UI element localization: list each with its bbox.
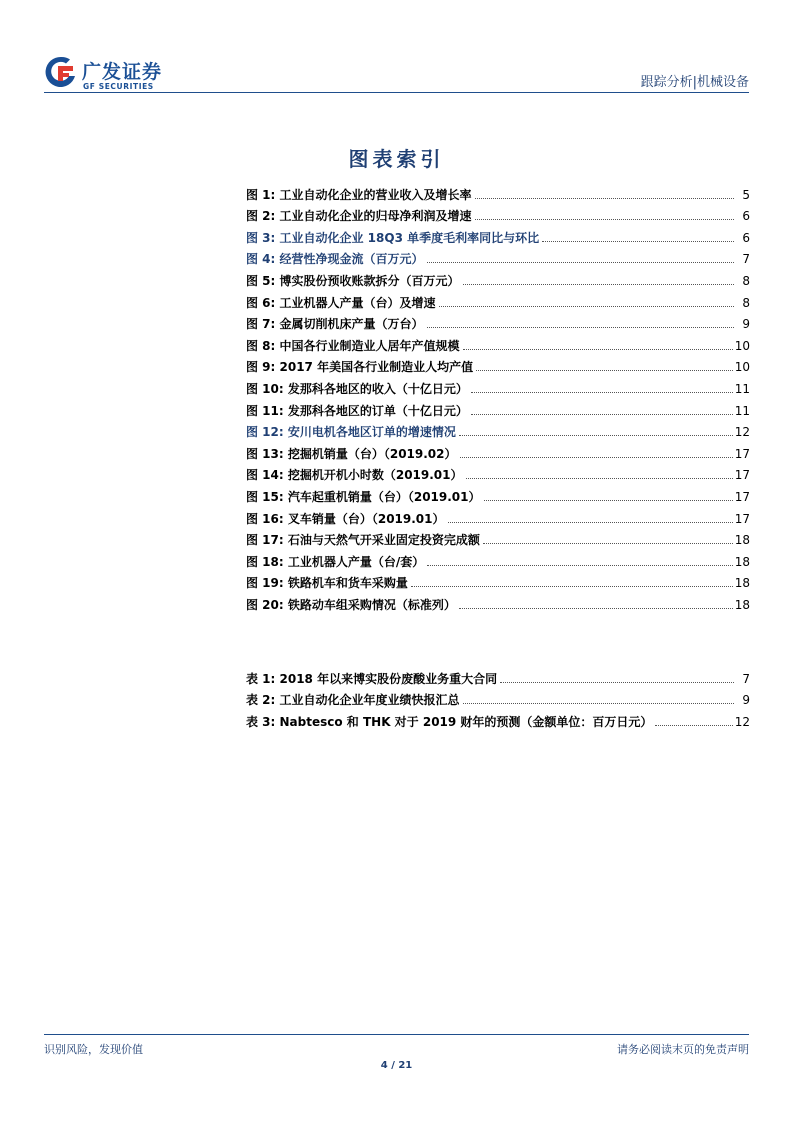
- toc-entry-page: 6: [742, 209, 750, 224]
- dot-leader: [427, 262, 734, 263]
- toc-entry-page: 9: [742, 693, 750, 708]
- toc-entry[interactable]: [246, 547, 750, 569]
- toc-entry-label: 图 17: 石油与天然气开采业固定投资完成额: [246, 533, 480, 548]
- dot-leader: [475, 219, 734, 220]
- toc-entry-label: 图 15: 汽车起重机销量（台）（2019.01）: [246, 489, 481, 504]
- toc-entry-label: 图 12: 安川电机各地区订单的增速情况: [246, 425, 456, 440]
- toc-entry-page: 12: [734, 714, 750, 729]
- toc-entry-page: 7: [742, 252, 750, 267]
- toc-entry[interactable]: [246, 396, 750, 418]
- toc-entry[interactable]: [246, 223, 750, 245]
- toc-entry[interactable]: [246, 374, 750, 396]
- toc-entry-label: 图 11: 发那科各地区的订单（十亿日元）: [246, 403, 468, 418]
- header-divider: [44, 92, 749, 93]
- toc-entry-page: 7: [742, 671, 750, 686]
- toc-entry-label: 图 20: 铁路动车组采购情况（标准列）: [246, 597, 456, 612]
- dot-leader: [411, 586, 733, 587]
- toc-entry[interactable]: [246, 569, 750, 591]
- toc-entry-label: 图 16: 叉车销量（台）（2019.01）: [246, 511, 445, 526]
- gf-logo: [44, 55, 174, 93]
- footer-divider: [44, 1034, 749, 1035]
- gf-logo-icon: [44, 55, 78, 89]
- toc-entry[interactable]: [246, 245, 750, 267]
- footer-disclaimer-notice: 请务必阅读末页的免责声明: [617, 1043, 749, 1056]
- toc-entry-label: 图 7: 金属切削机床产量（万台）: [246, 317, 424, 332]
- toc-entry[interactable]: [246, 707, 750, 729]
- toc-entry[interactable]: [246, 310, 750, 332]
- toc-entry[interactable]: [246, 266, 750, 288]
- toc-entry[interactable]: [246, 664, 750, 686]
- toc-entry-page: 18: [734, 597, 750, 612]
- toc-entry-page: 18: [734, 576, 750, 591]
- toc-entry-page: 12: [734, 425, 750, 440]
- dot-leader: [439, 306, 734, 307]
- dot-leader: [463, 703, 734, 704]
- toc-entry-label: 图 19: 铁路机车和货车采购量: [246, 576, 408, 591]
- dot-leader: [476, 370, 733, 371]
- figure-index: [246, 180, 750, 612]
- toc-entry[interactable]: [246, 482, 750, 504]
- logo-chinese-name: 广发证券: [82, 61, 163, 83]
- toc-entry[interactable]: [246, 353, 750, 375]
- toc-entry-label: 图 5: 博实股份预收账款拆分（百万元）: [246, 273, 460, 288]
- toc-title: 图表索引: [348, 147, 445, 171]
- toc-entry[interactable]: [246, 439, 750, 461]
- toc-entry[interactable]: [246, 418, 750, 440]
- dot-leader: [471, 414, 733, 415]
- toc-entry-label: 图 3: 工业自动化企业 18Q3 单季度毛利率同比与环比: [246, 230, 540, 245]
- dot-leader: [500, 682, 734, 683]
- toc-entry[interactable]: [246, 288, 750, 310]
- toc-entry-page: 6: [742, 230, 750, 245]
- toc-entry-page: 17: [734, 446, 750, 461]
- toc-entry-page: 17: [734, 468, 750, 483]
- toc-entry[interactable]: [246, 686, 750, 708]
- dot-leader: [471, 392, 733, 393]
- toc-entry-page: 8: [742, 273, 750, 288]
- toc-entry-page: 10: [734, 338, 750, 353]
- dot-leader: [466, 478, 733, 479]
- dot-leader: [427, 327, 734, 328]
- dot-leader: [459, 608, 733, 609]
- dot-leader: [542, 241, 734, 242]
- toc-entry[interactable]: [246, 461, 750, 483]
- dot-leader: [483, 543, 733, 544]
- toc-entry-label: 表 3: Nabtesco 和 THK 对于 2019 财年的预测（金额单位：百万日元）: [246, 714, 653, 729]
- toc-entry-page: 11: [734, 403, 750, 418]
- toc-entry-page: 17: [734, 489, 750, 504]
- toc-entry-page: 8: [742, 295, 750, 310]
- dot-leader: [448, 522, 733, 523]
- toc-entry-label: 图 10: 发那科各地区的收入（十亿日元）: [246, 381, 468, 396]
- toc-entry-page: 18: [734, 554, 750, 569]
- toc-entry-page: 17: [734, 511, 750, 526]
- toc-entry-label: 图 18: 工业机器人产量（台/套）: [246, 554, 425, 569]
- dot-leader: [427, 565, 732, 566]
- toc-entry[interactable]: [246, 526, 750, 548]
- toc-entry[interactable]: [246, 590, 750, 612]
- toc-entry-label: 图 9: 2017 年美国各行业制造业人均产值: [246, 360, 474, 375]
- toc-entry-label: 图 4: 经营性净现金流（百万元）: [246, 252, 424, 267]
- page-number: 4 / 21: [380, 1060, 413, 1071]
- toc-entry-page: 5: [742, 187, 750, 202]
- dot-leader: [459, 435, 733, 436]
- toc-entry-label: 图 1: 工业自动化企业的营业收入及增长率: [246, 187, 472, 202]
- toc-entry-page: 9: [742, 317, 750, 332]
- toc-entry[interactable]: [246, 202, 750, 224]
- toc-entry[interactable]: [246, 504, 750, 526]
- toc-entry-label: 表 2: 工业自动化企业年度业绩快报汇总: [246, 693, 460, 708]
- toc-entry-label: 表 1: 2018 年以来博实股份废酸业务重大合同: [246, 671, 498, 686]
- toc-entry-page: 11: [734, 381, 750, 396]
- toc-entry-label: 图 13: 挖掘机销量（台）（2019.02）: [246, 446, 457, 461]
- toc-entry-label: 图 8: 中国各行业制造业人居年产值规模: [246, 338, 460, 353]
- toc-entry-page: 18: [734, 533, 750, 548]
- toc-entry-label: 图 2: 工业自动化企业的归母净利润及增速: [246, 209, 472, 224]
- table-index: [246, 664, 750, 729]
- toc-entry-label: 图 14: 挖掘机开机小时数（2019.01）: [246, 468, 463, 483]
- logo-english-name: GF SECURITIES: [83, 82, 154, 91]
- footer-slogan: 识别风险，发现价值: [44, 1043, 143, 1056]
- dot-leader: [475, 198, 734, 199]
- report-category: 跟踪分析|机械设备: [640, 75, 749, 90]
- toc-entry-page: 10: [734, 360, 750, 375]
- dot-leader: [463, 284, 734, 285]
- dot-leader: [460, 457, 733, 458]
- toc-entry[interactable]: [246, 331, 750, 353]
- toc-entry-label: 图 6: 工业机器人产量（台）及增速: [246, 295, 436, 310]
- dot-leader: [655, 725, 732, 726]
- dot-leader: [484, 500, 733, 501]
- dot-leader: [463, 349, 733, 350]
- toc-entry[interactable]: [246, 180, 750, 202]
